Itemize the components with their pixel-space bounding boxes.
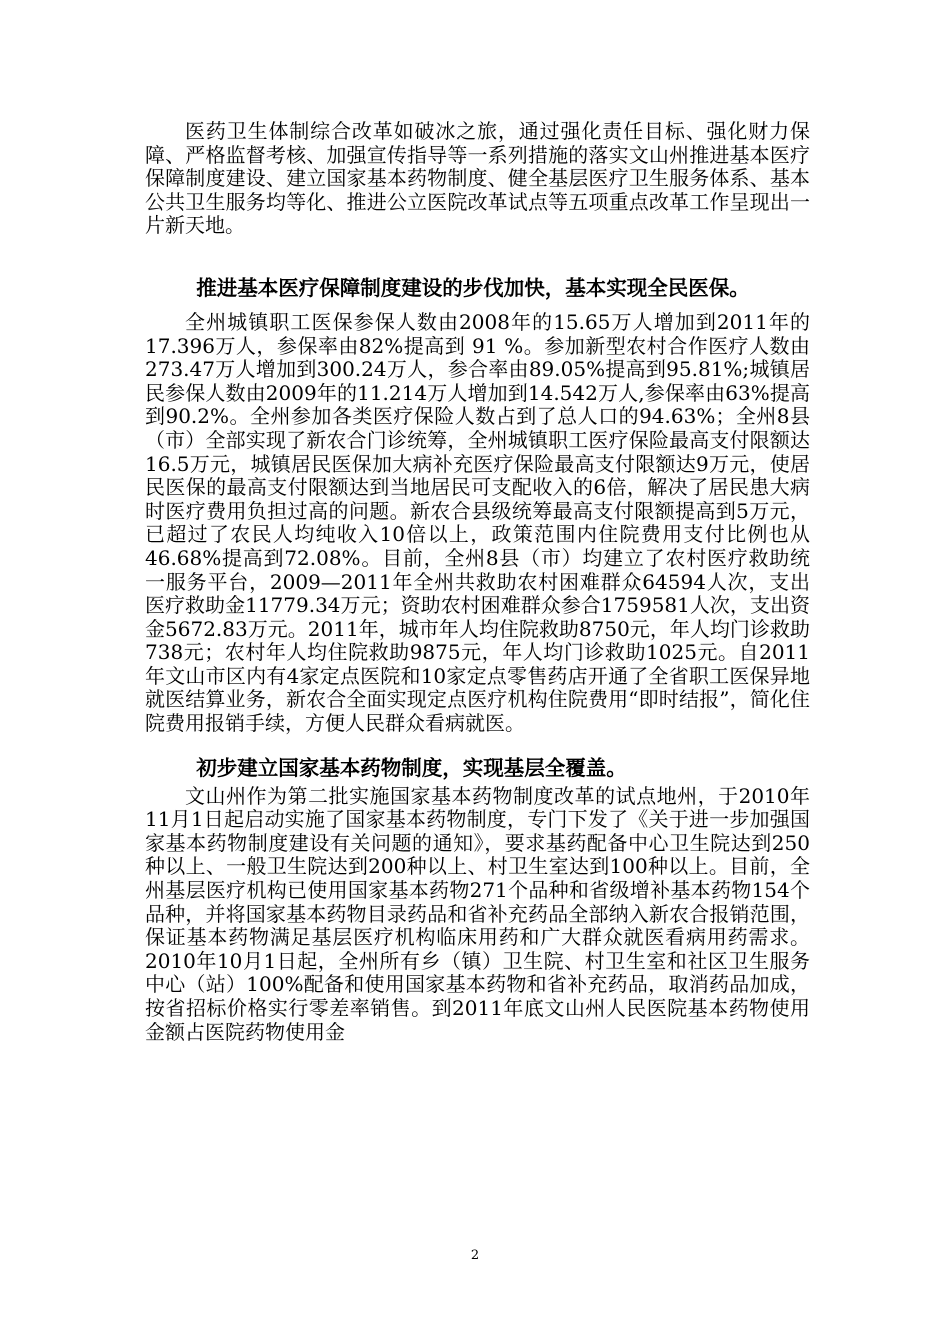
page-number: 2 [470, 1248, 480, 1263]
section-heading-essential-drugs: 初步建立国家基本药物制度，实现基层全覆盖。 [196, 755, 627, 780]
medical-insurance-paragraph: 全州城镇职工医保参保人数由2008年的15.65万人增加到2011年的17.396万人，参保率由82%提高到 91 %。参加新型农村合作医疗人数由273.47万人增加到300.24万人，参合率由89.05%提高到95.81%;城镇居民参保人数由2009年的11.214万人增加到14.542万人,参保率由63%提高到90.2%。全州参加各类医疗保险人数占到了总人口的94.63%；全州8县（市）全部实现了新农合门诊统筹，全州城镇职工医疗保险最高支付限额达16.5万元，城镇居民医保加大病补充医疗保险最高支付限额达9万元，使居民医保的最高支付限额达到当地居民可支配收入的6倍，解决了居民患大病时医疗费用负担过高的问题。新农合县级统筹最高支付限额提高到5万元，已超过了农民人均纯收入10倍以上，政策范围内住院费用支付比例也从46.68%提高到72.08%。目前，全州8县（市）均建立了农村医疗救助统一服务平台，2009—2011年全州共救助农村困难群众64594人次，支出医疗救助金11779.34万元；资助农村困难群众参合1759581人次，支出资金5672.83万元。2011年，城市年人均住院救助8750元，年人均门诊救助738元；农村年人均住院救助9875元，年人均门诊救助1025元。自2011年文山市区内有4家定点医院和10家定点零售药店开通了全省职工医保异地就医结算业务，新农合全面实现定点医疗机构住院费用“即时结报”，简化住院费用报销手续，方便人民群众看病就医。 [145, 309, 810, 736]
essential-drugs-paragraph: 文山州作为第二批实施国家基本药物制度改革的试点地州，于2010年11月1日起启动实施了国家基本药物制度，专门下发了《关于进一步加强国家基本药物制度建设有关问题的通知》，要求基药配备中心卫生院达到250种以上、一般卫生院达到200种以上、村卫生室达到100种以上。目前，全州基层医疗机构已使用国家基本药物271个品种和省级增补基本药物154个品种，并将国家基本药物目录药品和省补充药品全部纳入新农合报销范围，保证基本药物满足基层医疗机构临床用药和广大群众就医看病用药需求。2010年10月1日起，全州所有乡（镇）卫生院、村卫生室和社区卫生服务中心（站）100%配备和使用国家基本药物和省补充药品，取消药品加成，按省招标价格实行零差率销售。到2011年底文山州人民医院基本药物使用金额占医院药物使用金 [145, 783, 810, 1044]
section-heading-medical-insurance: 推进基本医疗保障制度建设的步伐加快，基本实现全民医保。 [196, 275, 750, 300]
intro-paragraph: 医药卫生体制综合改革如破冰之旅，通过强化责任目标、强化财力保障、严格监督考核、加强宣传指导等一系列措施的落实文山州推进基本医疗保障制度建设、建立国家基本药物制度、健全基层医疗卫生服务体系、基本公共卫生服务均等化、推进公立医院改革试点等五项重点改革工作呈现出一片新天地。 [145, 119, 810, 238]
document-body [145, 120, 810, 1044]
